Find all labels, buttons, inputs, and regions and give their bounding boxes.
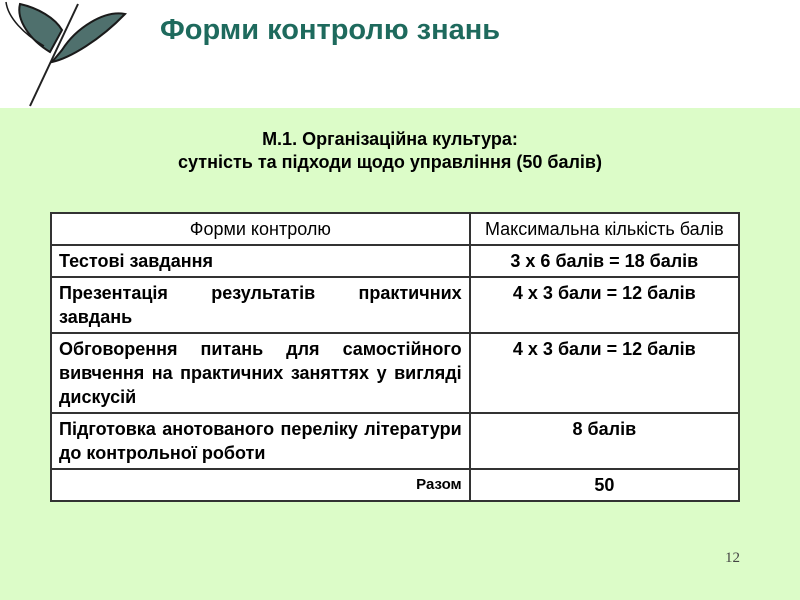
table-total-row (51, 469, 739, 501)
header-max-points: Максимальна кількість балів (470, 213, 739, 245)
module-heading (0, 128, 780, 174)
row-form-cell: Презентація результатів практичних завдань (51, 277, 470, 333)
page-number: 12 (725, 550, 740, 566)
row-points-cell: 4 х 3 бали = 12 балів (470, 277, 739, 333)
row-points-cell: 8 балів (470, 413, 739, 469)
slide-title: Форми контролю знань (160, 14, 501, 46)
content-panel (0, 108, 800, 600)
table-row (51, 333, 739, 413)
assessment-table (50, 212, 740, 502)
total-label: Разом (51, 469, 470, 501)
table-row (51, 277, 739, 333)
total-value: 50 (470, 469, 739, 501)
header-form: Форми контролю (51, 213, 470, 245)
row-points-cell: 4 х 3 бали = 12 балів (470, 333, 739, 413)
row-points-cell: 3 х 6 балів = 18 балів (470, 245, 739, 277)
leaf-branch-icon (0, 0, 140, 110)
row-form-cell: Тестові завдання (51, 245, 470, 277)
table-header-row (51, 213, 739, 245)
row-form-cell: Обговорення питань для самостійного вивчення на практичних заняттях у вигляді дискусій (51, 333, 470, 413)
module-heading-line1: М.1. Організаційна культура: (262, 129, 518, 149)
row-form-cell: Підготовка анотованого переліку літератури до контрольної роботи (51, 413, 470, 469)
table-row (51, 413, 739, 469)
module-heading-line2: сутність та підходи щодо управління (50 балів) (178, 152, 602, 172)
table-row (51, 245, 739, 277)
